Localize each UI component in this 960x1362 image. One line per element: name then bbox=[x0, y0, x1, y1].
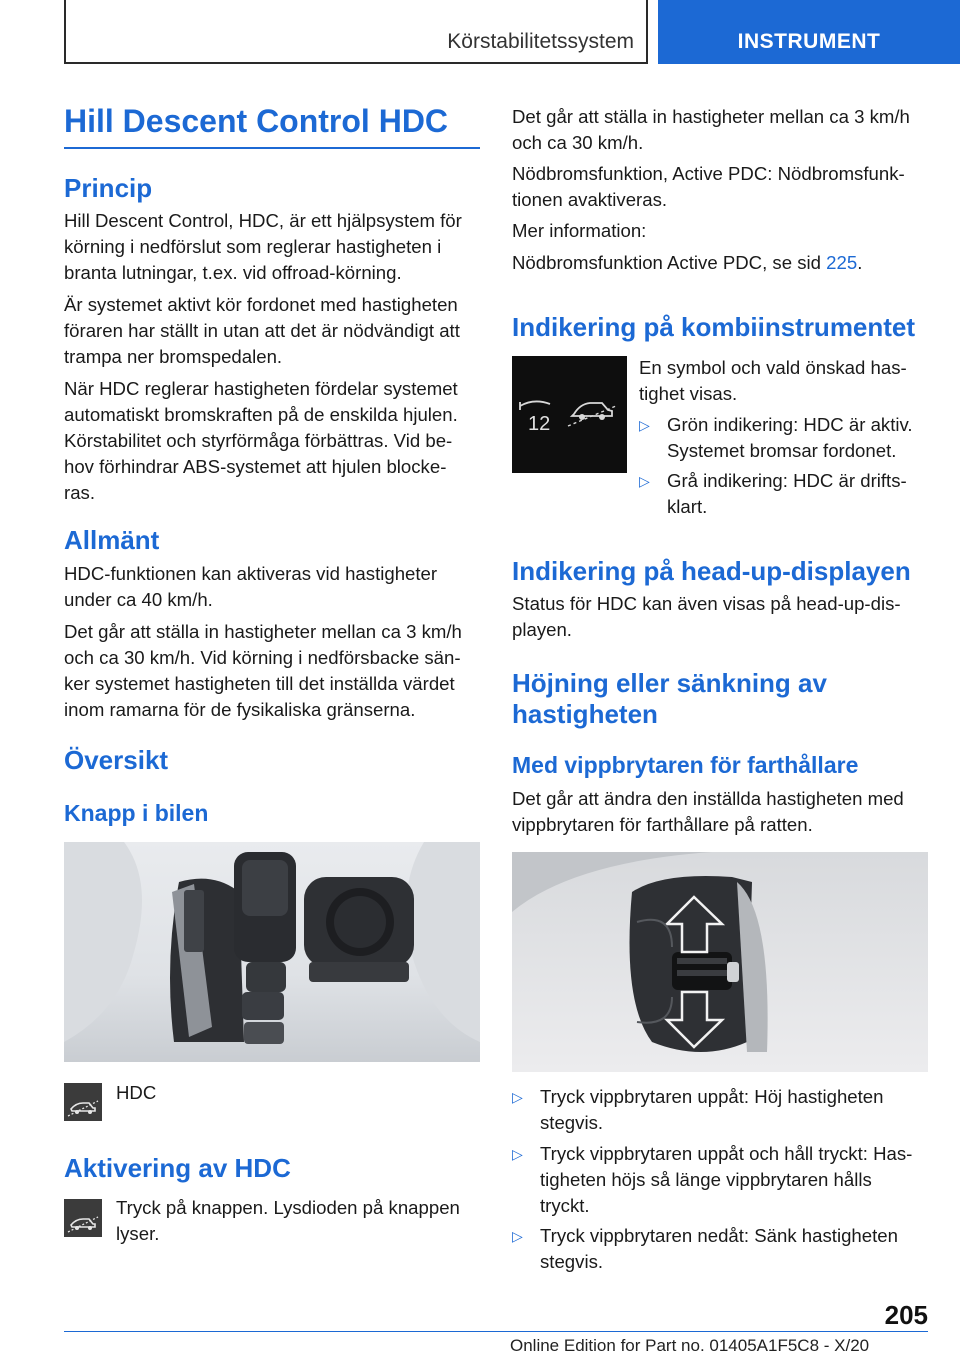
hdc-button-icon bbox=[64, 1199, 102, 1237]
header-section-title: Körstabilitetssystem bbox=[447, 30, 634, 53]
header-chapter-tab[interactable] bbox=[658, 0, 960, 64]
vipp-heading: Med vippbrytaren för farthållare bbox=[512, 752, 859, 778]
knapp-heading: Knapp i bilen bbox=[64, 800, 209, 826]
hud-heading: Indikering på head-up-displayen bbox=[512, 556, 911, 586]
hud-paragraph: Status för HDC kan även visas på head-up-dis- playen. bbox=[512, 593, 901, 640]
footer-edition: Online Edition for Part no. 01405A1F5C8 - X/20 bbox=[510, 1336, 870, 1355]
header-section-box bbox=[64, 0, 648, 64]
footer-rule bbox=[64, 1331, 928, 1332]
right-paragraph-4: Nödbromsfunktion Active PDC, se sid 225. bbox=[512, 252, 863, 273]
hdc-display-icon bbox=[512, 356, 627, 473]
oversikt-heading: Översikt bbox=[64, 745, 169, 775]
allmant-paragraph-2: Det går att ställa in hastigheter mellan ca 3 km/h och ca 30 km/h. Vid körning i nedförsbacke sän- ker systemet hastigheten till det inställda värdet inom ramarna för de fysikaliska gränserna. bbox=[64, 621, 462, 720]
center-console-image bbox=[64, 842, 480, 1062]
aktivering-paragraph: Tryck på knappen. Lysdioden på knappen lyser. bbox=[116, 1197, 460, 1244]
page-title: Hill Descent Control HDC bbox=[64, 103, 449, 139]
steering-wheel-rocker-image bbox=[512, 852, 928, 1072]
right-paragraph-3: Mer information: bbox=[512, 220, 647, 241]
kombi-paragraph: En symbol och vald önskad has- tighet visas. bbox=[639, 357, 907, 404]
princip-paragraph-2: Är systemet aktivt kör fordonet med hastigheten föraren har ställt in utan att det är nödvändigt att trampa ner bromspedalen. bbox=[64, 294, 460, 367]
bullet-triangle-icon: ▷ bbox=[639, 473, 650, 489]
bullet-triangle-icon: ▷ bbox=[512, 1228, 523, 1244]
bullet-triangle-icon: ▷ bbox=[512, 1146, 523, 1162]
hdc-label: HDC bbox=[116, 1082, 157, 1103]
display-speed: 12 bbox=[528, 413, 551, 435]
bullet-triangle-icon: ▷ bbox=[512, 1089, 523, 1105]
right-paragraph-1: Det går att ställa in hastigheter mellan ca 3 km/h och ca 30 km/h. bbox=[512, 106, 910, 153]
princip-paragraph-1: Hill Descent Control, HDC, är ett hjälpsystem för körning i nedförslut som reglerar hastigheten i branta lutningar, t.ex. vid offroad-körning. bbox=[64, 210, 462, 283]
allmant-heading: Allmänt bbox=[64, 525, 160, 555]
vipp-paragraph: Det går att ändra den inställda hastigheten med vippbrytaren för farthållare på ratten. bbox=[512, 788, 904, 835]
princip-heading: Princip bbox=[64, 173, 153, 203]
kombi-heading: Indikering på kombiinstrumentet bbox=[512, 312, 916, 342]
princip-paragraph-3: När HDC reglerar hastigheten fördelar systemet automatiskt bromskraften på de enskilda hjulen. Körstabilitet och styrförmåga förbättras. Vid be- hov förhindrar ABS-systemet att hjulen blocke- ras. bbox=[64, 378, 458, 503]
bullet-triangle-icon: ▷ bbox=[639, 417, 650, 433]
page-number: 205 bbox=[884, 1300, 928, 1330]
header-chapter-label: INSTRUMENT bbox=[737, 30, 881, 53]
title-rule bbox=[64, 147, 480, 149]
right-paragraph-2: Nödbromsfunktion, Active PDC: Nödbromsfunk- tionen avaktiveras. bbox=[512, 163, 905, 210]
aktivering-heading: Aktivering av HDC bbox=[64, 1153, 291, 1183]
hdc-button-icon bbox=[64, 1083, 102, 1121]
hojning-heading: Höjning eller sänkning av hastigheten bbox=[512, 668, 827, 729]
page-link-225[interactable]: 225 bbox=[826, 252, 858, 273]
allmant-paragraph-1: HDC-funktionen kan aktiveras vid hastigheter under ca 40 km/h. bbox=[64, 563, 438, 610]
